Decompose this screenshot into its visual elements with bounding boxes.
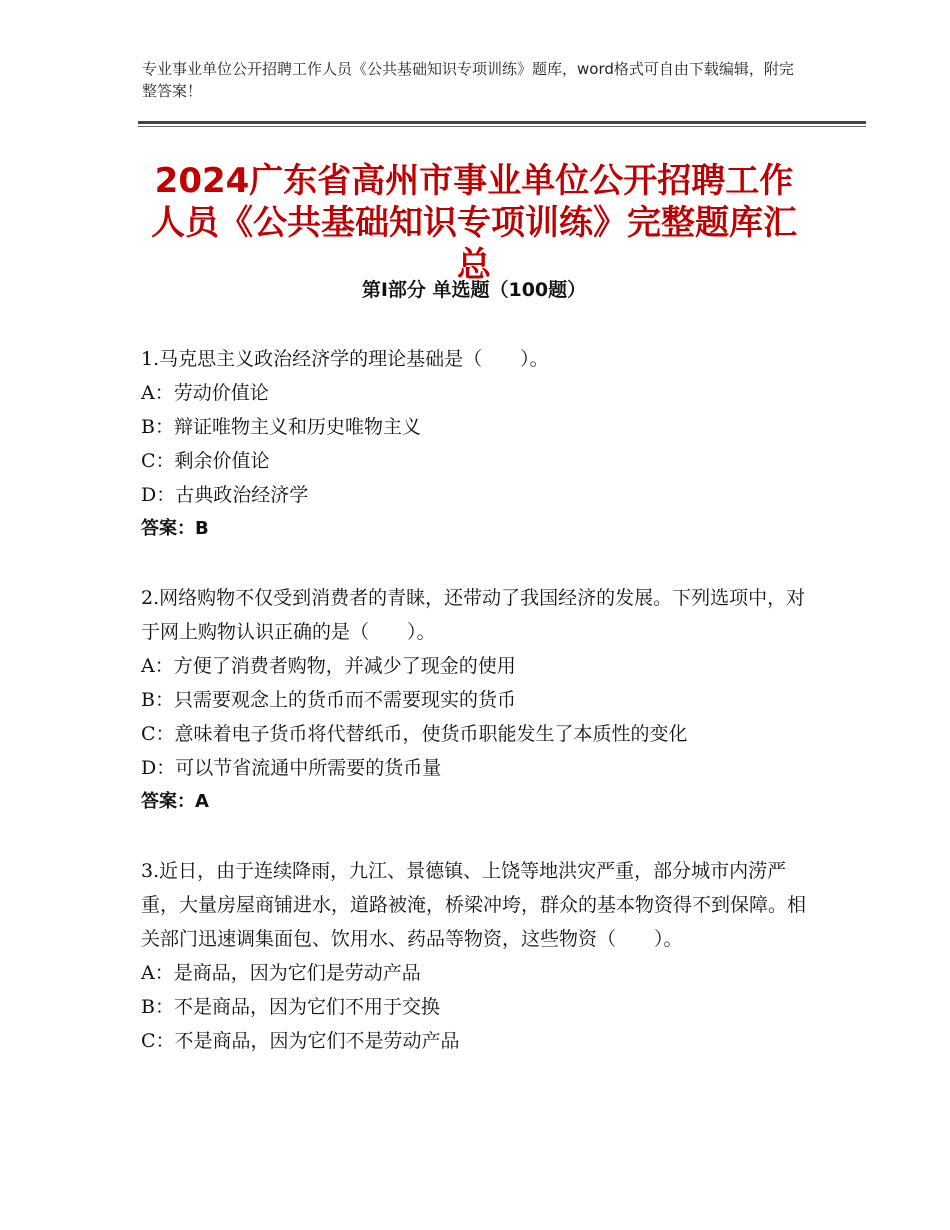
question-stem: 1.马克思主义政治经济学的理论基础是（ ）。 <box>141 348 549 370</box>
option-b: B：不是商品，因为它们不用于交换 <box>141 996 440 1018</box>
option-b: B：辩证唯物主义和历史唯物主义 <box>141 416 421 438</box>
divider-thick-line <box>138 121 866 124</box>
option-c: C：意味着电子货币将代替纸币，使货币职能发生了本质性的变化 <box>141 723 688 745</box>
header-note: 专业事业单位公开招聘工作人员《公共基础知识专项训练》题库，word格式可自由下载编辑，附完整答案！ <box>142 60 794 100</box>
question-3 <box>141 854 811 1058</box>
option-a: A：是商品，因为它们是劳动产品 <box>141 962 421 984</box>
question-stem: 3.近日，由于连续降雨，九江、景德镇、上饶等地洪灾严重，部分城市内涝严重，大量房屋商铺进水，道路被淹，桥梁冲垮，群众的基本物资得不到保障。相关部门迅速调集面包、饮用水、药品等物资，这些物资（ ）。 <box>141 860 807 950</box>
question-2 <box>141 581 811 819</box>
section-heading: 第Ⅰ部分 单选题（100题） <box>361 279 587 301</box>
question-stem: 2.网络购物不仅受到消费者的青睐，还带动了我国经济的发展。下列选项中，对于网上购物认识正确的是（ ）。 <box>141 587 806 643</box>
option-a: A：方便了消费者购物，并减少了现金的使用 <box>141 655 516 677</box>
page-title: 2024广东省高州市事业单位公开招聘工作人员《公共基础知识专项训练》完整题库汇总 <box>151 161 797 285</box>
option-c: C：剩余价值论 <box>141 450 270 472</box>
option-a: A：劳动价值论 <box>141 382 269 404</box>
option-d: D：可以节省流通中所需要的货币量 <box>141 757 442 779</box>
header-divider <box>138 121 866 127</box>
option-d: D：古典政治经济学 <box>141 484 309 506</box>
question-1 <box>141 342 811 546</box>
divider-thin-line <box>138 126 866 127</box>
answer-line: 答案：B <box>141 518 209 539</box>
option-c: C：不是商品，因为它们不是劳动产品 <box>141 1030 460 1052</box>
answer-line: 答案：A <box>141 791 209 812</box>
option-b: B：只需要观念上的货币而不需要现实的货币 <box>141 689 516 711</box>
